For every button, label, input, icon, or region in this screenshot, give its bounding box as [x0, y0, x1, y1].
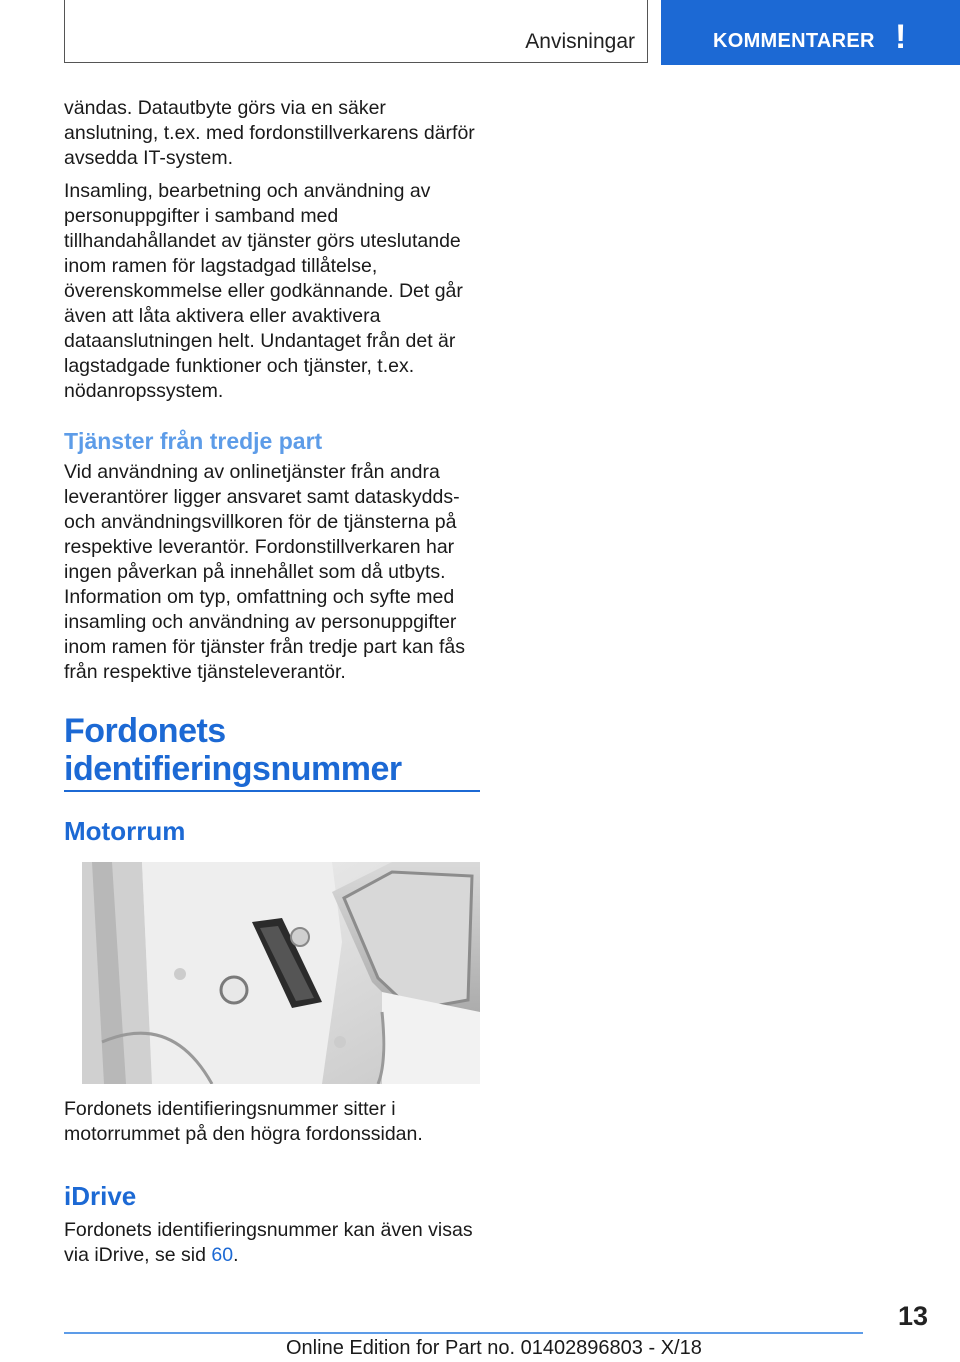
main-heading-block — [64, 712, 482, 788]
paragraph-data-exchange: vändas. Datautbyte görs via en säker anslutning, t.ex. med fordonstillverkarens därför avsedda IT-system. — [64, 97, 475, 169]
section-engine-heading: Motorrum — [64, 816, 186, 846]
header-box — [64, 0, 648, 63]
paragraph-idrive-suffix: . — [233, 1244, 239, 1266]
paragraph-idrive — [64, 1218, 474, 1268]
paragraph-third-party: Vid användning av onlinetjänster från andra leverantörer ligger ansvaret samt dataskydds- och användningsvillkoren för de tjänsterna på respektive leverantör. Fordonstillverkaren har ingen påverkan på innehållet som då utbyts. Information om typ, omfattning och syfte med insamling och användning av personuppgifter inom ramen för tjänster från tredje part kan fås från respektive tjänsteleverantör. — [64, 461, 466, 683]
header-title: Anvisningar — [525, 30, 635, 53]
page-link-60[interactable]: 60 — [211, 1244, 234, 1266]
engine-bay-photo — [82, 862, 480, 1084]
paragraph-engine-location: Fordonets identifieringsnummer sitter i motorrummet på den högra fordonssidan. — [64, 1098, 423, 1145]
paragraph-idrive-text: Fordonets identifieringsnummer kan även visas via iDrive, se sid — [64, 1219, 473, 1266]
page-number: 13 — [897, 1301, 928, 1331]
main-heading: Fordonets identifieringsnummer — [64, 712, 402, 788]
section-engine-block — [64, 816, 185, 847]
comments-tab-label: KOMMENTARER — [713, 30, 875, 52]
exclamation-icon: ! — [895, 18, 907, 56]
page-content — [64, 96, 482, 685]
subheading-third-party: Tjänster från tredje part — [64, 428, 323, 454]
paragraph-personal-data: Insamling, bearbetning och användning av personuppgifter i samband med tillhandahållandet av tjänster görs uteslutande inom ramen för lagstadgad tillåtelse, överenskommelse eller godkännande. Det går även att låta aktivera eller avaktivera dataanslutningen helt. Undantaget från det är lagstadgade funktioner och tjänster, t.ex. nödanropssystem. — [64, 180, 463, 402]
comments-tab[interactable] — [661, 0, 960, 65]
engine-bay-illustration — [82, 862, 480, 1084]
section-idrive-heading: iDrive — [64, 1181, 137, 1211]
footer-edition-text: Online Edition for Part no. 01402896803 - X/18 — [286, 1337, 702, 1359]
footer-rule — [64, 1332, 863, 1334]
heading-rule — [64, 790, 480, 792]
